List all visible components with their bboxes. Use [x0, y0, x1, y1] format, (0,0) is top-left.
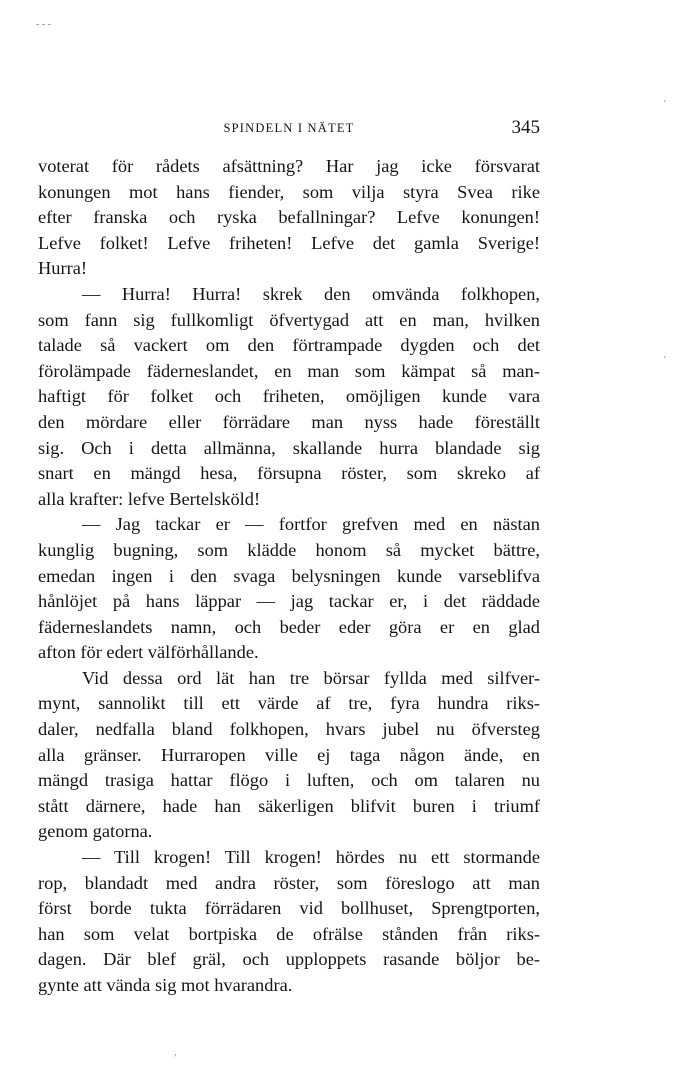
text-line: haftigt för folket och friheten, omöjligen kunde vara [38, 386, 540, 407]
body-text [38, 154, 540, 999]
text-line: genom gatorna. [38, 821, 153, 842]
text-line: hånlöjet på hans läppar — jag tackar er, i det räddade [38, 591, 540, 612]
text-line: rop, blandadt med andra röster, som föreslogo att man [38, 872, 540, 893]
text-line: alla gränser. Hurraropen ville ej taga någon ände, en [38, 744, 540, 765]
scan-speck: ' [664, 355, 666, 366]
text-line: Lefve folket! Lefve friheten! Lefve det gamla Sverige! [38, 232, 540, 253]
text-line: som fann sig fullkomligt öfvertygad att en man, hvilken [38, 309, 540, 330]
text-line: kunglig bugning, som klädde honom så mycket bättre, [38, 539, 540, 560]
text-line: mängd trasiga hattar flögo i luften, och om talaren nu [38, 770, 540, 791]
text-line: konungen mot hans fiender, som vilja styra Svea rike [38, 181, 540, 202]
text-line: först borde tukta förrädaren vid bollhuset, Sprengtporten, [38, 898, 540, 919]
text-line: mynt, sannolikt till ett värde af tre, fyra hundra riks- [38, 693, 540, 714]
text-line: — Till krogen! Till krogen! hördes nu ett stormande [82, 847, 540, 868]
running-title: SPINDELN I NÄTET [223, 121, 355, 135]
text-line: den mördare eller förrädare man nyss hade föreställt [38, 411, 540, 432]
text-line: Hurra! [38, 258, 88, 279]
text-line: talade så vackert om den förtrampade dygden och det [38, 335, 540, 356]
text-line: — Hurra! Hurra! skrek den omvända folkhopen, [82, 283, 540, 304]
text-line: afton för edert välförhållande. [38, 642, 259, 663]
text-line: stått därnere, hade han säkerligen blifvit buren i triumf [38, 795, 540, 816]
page-number: 345 [511, 117, 540, 138]
text-line: förolämpade fäderneslandet, en man som kämpat så man- [38, 360, 540, 381]
text-line: Vid dessa ord lät han tre börsar fyllda med silfver- [82, 667, 540, 688]
scan-speck: , [174, 1047, 177, 1058]
scan-speck: ' [664, 99, 666, 110]
text-line: alla krafter: lefve Bertelsköld! [38, 488, 261, 509]
text-line: sig. Och i detta allmänna, skallande hurra blandade sig [38, 437, 540, 458]
text-line: gynte att vända sig mot hvarandra. [38, 975, 293, 995]
text-line: efter franska och ryska befallningar? Lefve konungen! [38, 207, 540, 228]
scan-speck: - - - [36, 19, 51, 30]
text-line: han som velat bortpiska de ofrälse stånden från riks- [38, 923, 540, 944]
text-line: voterat för rådets afsättning? Har jag icke försvarat [38, 156, 540, 176]
text-line: dagen. Där blef gräl, och upploppets rasande böljor be- [38, 949, 540, 970]
text-line: snart en mängd hesa, försupna röster, som skreko af [38, 463, 540, 484]
page-header [38, 117, 540, 141]
text-line: — Jag tackar er — fortfor grefven med en nästan [82, 514, 540, 535]
text-line: daler, nedfalla bland folkhopen, hvars jubel nu öfversteg [38, 719, 540, 740]
text-line: fäderneslandets namn, och beder eder göra er en glad [38, 616, 540, 637]
text-line: emedan ingen i den svaga belysningen kunde varseblifva [38, 565, 540, 586]
